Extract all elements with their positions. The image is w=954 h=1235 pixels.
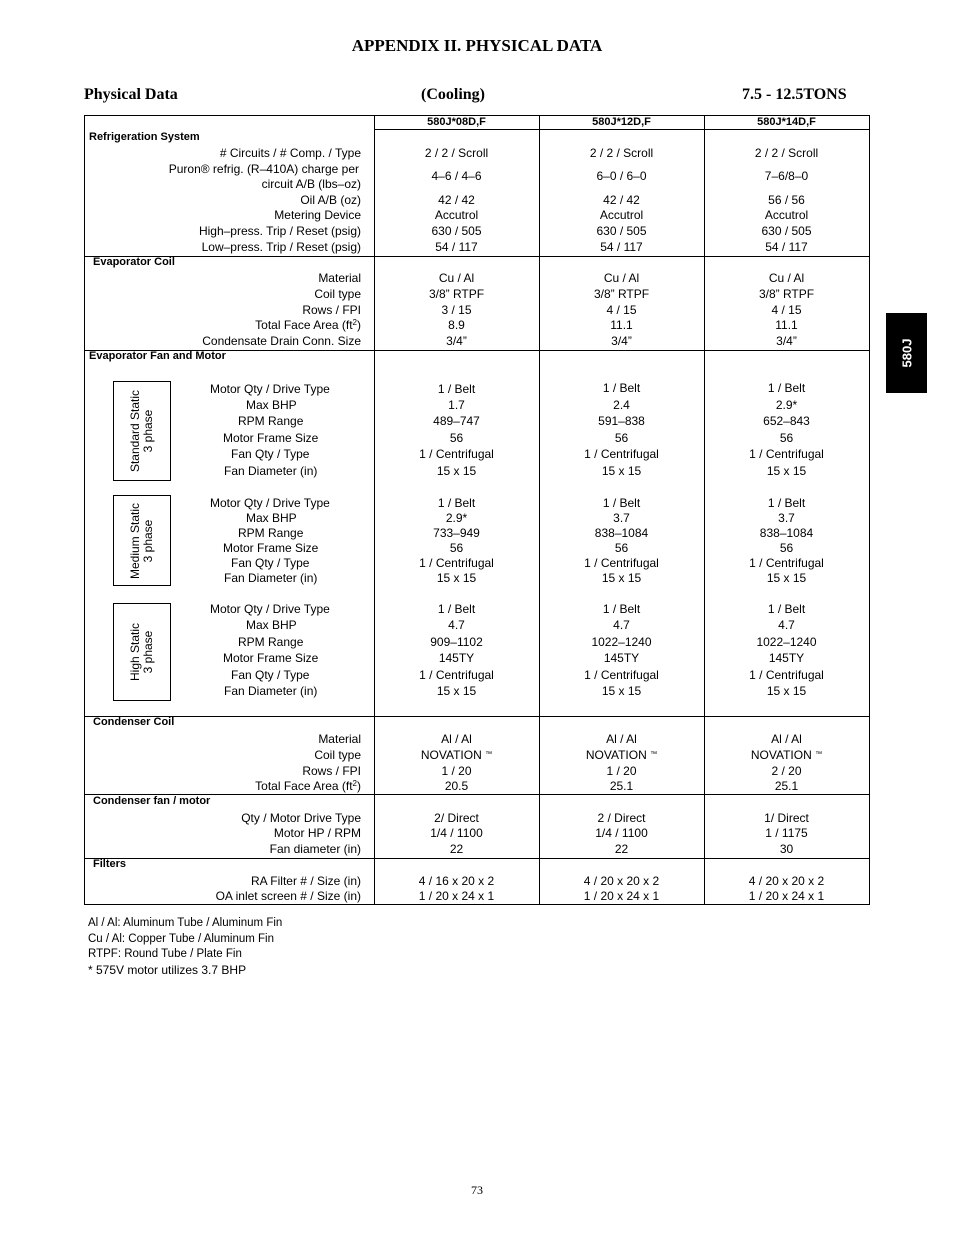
row-label: Motor Frame Size [223,541,319,555]
trademark-symbol: ™ [815,751,823,758]
cell: 1 / Belt [602,496,641,510]
cell: 15 x 15 [601,571,642,585]
row-label: RPM Range [238,526,304,540]
cell: 56 [614,541,629,555]
cell: 1 / Centrifugal [419,556,494,570]
cell: 2.4 [613,398,630,412]
row-label: Coil type [314,748,361,762]
cell: 4–6 / 4–6 [431,169,482,183]
row-label: Material [318,271,361,285]
section-rule [85,716,869,717]
cell: Accutrol [434,208,479,222]
row-label: OA inlet screen # / Size (in) [215,889,361,903]
cell: 11.1 [610,318,633,332]
cell: 15 x 15 [766,571,807,585]
header-physical-data: Physical Data [84,86,178,103]
column-header: 580J*14D,F [757,116,816,128]
cell: 6–0 / 6–0 [596,169,647,183]
cell: 1 / Centrifugal [419,668,494,682]
column-header: 580J*08D,F [427,116,486,128]
cell: Al / Al [606,732,637,746]
standard-static-box [113,381,171,481]
row-label: Qty / Motor Drive Type [241,811,361,825]
cell: 489–747 [433,414,480,428]
cell: 22 [614,842,629,856]
section-title: Refrigeration System [89,131,200,143]
row-label: Metering Device [274,208,361,222]
cell: 145TY [768,651,805,665]
medium-static-box [113,495,171,586]
cell: 1 / 1175 [765,826,808,840]
cell: Cu / Al [603,271,640,285]
section-title: Evaporator Fan and Motor [89,350,226,362]
cell: 42 / 42 [438,193,475,207]
cell: 2 / 2 / Scroll [754,146,819,160]
coil-name: NOVATION [585,748,647,762]
cell: 1 / Belt [767,602,806,616]
row-label [255,779,361,793]
cell: 8.9 [448,318,465,332]
cell: 25.1 [774,779,799,793]
row-label: RPM Range [238,635,304,649]
section-title: Condenser fan / motor [93,795,211,807]
trademark-symbol: ™ [485,751,493,758]
cell [539,748,704,762]
cell: 25.1 [609,779,634,793]
row-label: Fan Diameter (in) [224,571,318,585]
cell: 4 / 15 [771,303,802,317]
side-tab [886,313,927,393]
row-label: Fan Diameter (in) [224,464,318,478]
cell: 652–843 [763,414,810,428]
cell: 15 x 15 [601,684,642,698]
cell: 2 / 20 [771,764,802,778]
row-label: Material [318,732,361,746]
face-area-end: ) [357,779,361,793]
cell: 1 / Centrifugal [584,447,659,461]
row-label: RA Filter # / Size (in) [250,874,361,888]
row-label: Motor Frame Size [223,651,319,665]
cell: Accutrol [764,208,809,222]
row-label: Oil A/B (oz) [300,193,361,207]
cell: 630 / 505 [761,224,812,238]
row-label: Motor Qty / Drive Type [210,382,330,396]
cell: 54 / 117 [600,240,643,254]
cell: 1 / Centrifugal [419,447,494,461]
cell: 4 / 20 x 20 x 2 [748,874,825,888]
cell: 909–1102 [430,635,483,649]
cell: 1 / Centrifugal [584,556,659,570]
cell: 1 / Belt [767,496,806,510]
row-label: Fan Qty / Type [231,447,310,461]
row-label: Puron® refrig. (R–410A) charge per [168,162,359,176]
box-label: 3 phase [141,630,155,674]
cell: 4.7 [613,618,630,632]
cell: 3 / 15 [441,303,472,317]
cell: 1 / Belt [602,381,641,395]
trademark-symbol: ™ [650,751,658,758]
row-label: circuit A/B (lbs–oz) [261,177,361,191]
cell: 54 / 117 [765,240,808,254]
cell: Accutrol [599,208,644,222]
row-label: Motor Qty / Drive Type [210,496,330,510]
cell: 630 / 505 [431,224,482,238]
header-rule [374,129,869,130]
row-label: Motor Frame Size [223,431,319,445]
cell: 15 x 15 [436,464,477,478]
cell: 2.9* [775,398,798,412]
row-label: Condensate Drain Conn. Size [202,334,361,348]
row-label [255,318,361,332]
cell: Al / Al [771,732,802,746]
cell [374,748,539,762]
cell: 1 / 20 [606,764,637,778]
cell: 3/8” RTPF [758,287,815,301]
cell: 56 [614,431,629,445]
cell: 3.7 [613,511,630,525]
high-static-box [113,603,171,701]
row-label: Fan diameter (in) [269,842,361,856]
cell: 3/8” RTPF [593,287,650,301]
row-label: Rows / FPI [302,303,361,317]
coil-name: NOVATION [420,748,482,762]
footnote: Al / Al: Aluminum Tube / Aluminum Fin [88,917,283,929]
cell: 3/4” [776,334,797,348]
cell: 4 / 15 [606,303,637,317]
cell: 591–838 [598,414,645,428]
box-label: 3 phase [141,409,155,453]
cell: 2 / 2 / Scroll [424,146,489,160]
cell: 1 / Belt [437,496,476,510]
cell: 1.7 [448,398,465,412]
cell: 20.5 [444,779,469,793]
cell: 1 / 20 x 24 x 1 [418,889,495,903]
section-title: Evaporator Coil [93,256,175,268]
cell: 15 x 15 [766,464,807,478]
row-label: Max BHP [246,511,297,525]
cell: 15 x 15 [436,684,477,698]
cell: 56 [779,431,794,445]
box-label: 3 phase [141,519,155,562]
cell: 4 / 16 x 20 x 2 [418,874,495,888]
cell: 30 [779,842,794,856]
section-rule [85,858,869,859]
cell: 56 [449,431,464,445]
box-label: Medium Static [128,502,142,579]
cell: 630 / 505 [596,224,647,238]
cell: 54 / 117 [435,240,478,254]
row-label: Fan Qty / Type [231,556,310,570]
row-label: Low–press. Trip / Reset (psig) [201,240,361,254]
cell: 1 / 20 [441,764,472,778]
face-area-end: ) [357,318,361,332]
page-title: APPENDIX II. PHYSICAL DATA [351,36,603,55]
cell: 7–6/8–0 [764,169,809,183]
face-area-sup: 2 [352,318,357,327]
cell: 2.9* [445,511,468,525]
cell: 3/4” [446,334,467,348]
cell: 145TY [438,651,475,665]
row-label: Motor Qty / Drive Type [210,602,330,616]
section-title: Filters [93,858,127,870]
box-label: Standard Static [128,389,142,473]
cell: 15 x 15 [766,684,807,698]
cell: Cu / Al [438,271,475,285]
cell: Cu / Al [768,271,805,285]
cell: 1 / Belt [602,602,641,616]
coil-name: NOVATION [750,748,812,762]
cell: 4.7 [778,618,795,632]
cell: 838–1084 [594,526,649,540]
cell: 1 / Centrifugal [749,556,824,570]
header-tonnage: 7.5 - 12.5TONS [742,86,847,103]
cell: 15 x 15 [601,464,642,478]
row-label: High–press. Trip / Reset (psig) [198,224,361,238]
cell: 1 / Belt [767,381,806,395]
cell: 1022–1240 [591,635,652,649]
cell: 11.1 [775,318,798,332]
cell: 56 [449,541,464,555]
cell: 2 / 2 / Scroll [589,146,654,160]
cell: 838–1084 [759,526,814,540]
footnote: * 575V motor utilizes 3.7 BHP [88,963,247,977]
cell: 56 / 56 [768,193,805,207]
cell: 2/ Direct [434,811,479,825]
row-label: Max BHP [246,398,297,412]
page-number: 73 [471,1183,483,1197]
section-rule [85,256,869,257]
row-label: RPM Range [238,414,304,428]
row-label: Fan Qty / Type [231,668,310,682]
cell: 733–949 [433,526,480,540]
box-label: High Static [128,622,142,682]
cell: 56 [779,541,794,555]
row-label: # Circuits / # Comp. / Type [219,146,361,160]
cell: 15 x 15 [436,571,477,585]
cell: 3/8” RTPF [428,287,485,301]
cell: 4 / 20 x 20 x 2 [583,874,660,888]
face-area-sup: 2 [352,779,357,788]
row-label: Motor HP / RPM [273,826,361,840]
cell [704,748,869,762]
header-cooling: (Cooling) [421,86,485,103]
cell: 1 / Centrifugal [749,668,824,682]
cell: 1/4 / 1100 [595,826,648,840]
cell: 42 / 42 [603,193,640,207]
cell: 1 / Centrifugal [749,447,824,461]
cell: 1 / Belt [437,602,476,616]
cell: 145TY [603,651,640,665]
cell: 22 [449,842,464,856]
face-area-text: Total Face Area (ft [255,779,353,793]
cell: 1 / Centrifugal [584,668,659,682]
footnote: RTPF: Round Tube / Plate Fin [88,948,242,960]
cell: 1/ Direct [764,811,809,825]
row-label: Max BHP [246,618,297,632]
physical-data-table [84,115,870,905]
cell: 3/4” [611,334,632,348]
footnote: Cu / Al: Copper Tube / Aluminum Fin [88,933,275,945]
cell: 1 / 20 x 24 x 1 [748,889,825,903]
column-header: 580J*12D,F [592,116,651,128]
section-title: Condenser Coil [93,716,175,728]
cell: 4.7 [448,618,465,632]
row-label: Rows / FPI [302,764,361,778]
row-label: Fan Diameter (in) [224,684,318,698]
cell: 1/4 / 1100 [430,826,483,840]
cell: 2 / Direct [597,811,646,825]
face-area-text: Total Face Area (ft [255,318,353,332]
cell: 1022–1240 [756,635,817,649]
cell: 1 / Belt [437,382,476,396]
row-label: Coil type [314,287,361,301]
cell: Al / Al [441,732,472,746]
cell: 3.7 [778,511,795,525]
side-tab-label: 580J [899,338,914,368]
cell: 1 / 20 x 24 x 1 [583,889,660,903]
